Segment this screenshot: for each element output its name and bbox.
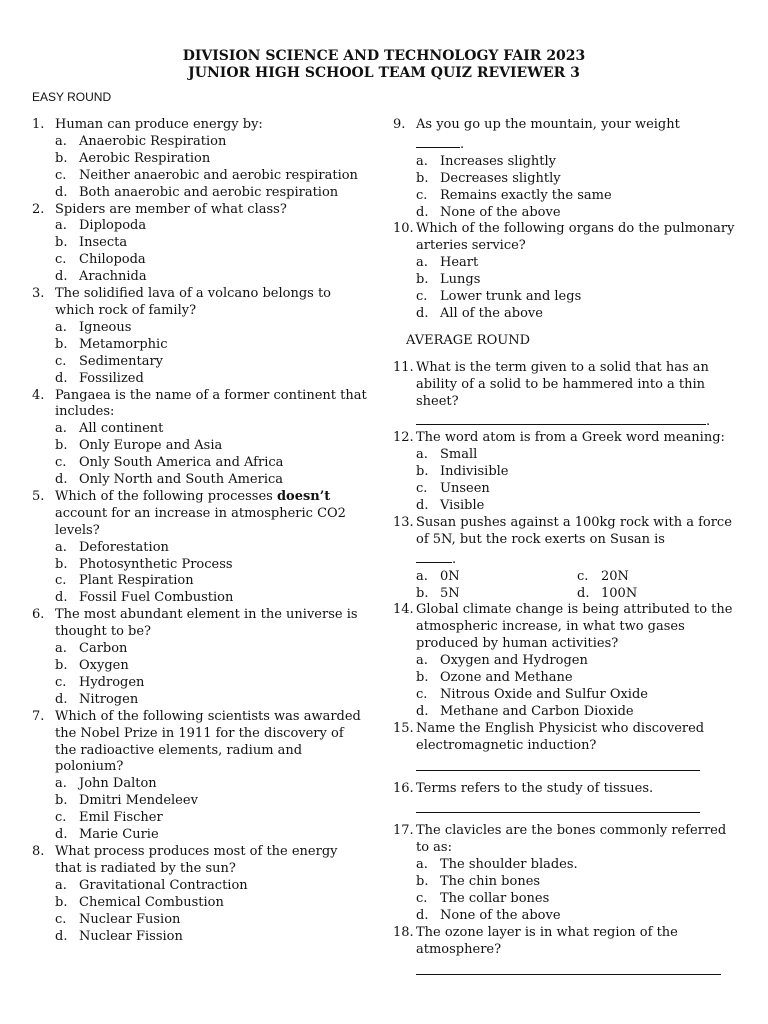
easy-round-label: EASY ROUND (32, 90, 112, 104)
option-b: b. The chin bones (416, 874, 541, 890)
option-c: c. Neither anaerobic and aerobic respiration (55, 167, 358, 183)
question-number: 18. (393, 924, 414, 940)
question-18 (393, 925, 738, 981)
question-number: 13. (393, 514, 414, 530)
question-number: 7. (32, 708, 45, 724)
question-number: 6. (32, 607, 45, 623)
question-stem: Name the English Physicist who discovered electromagnetic induction? (416, 720, 705, 753)
option-c: c. Hydrogen (55, 674, 145, 690)
option-d: d. 100N (577, 585, 638, 601)
option-a: a. Deforestation (55, 539, 169, 555)
option-d: d. Visible (416, 498, 485, 514)
option-b: b. Decreases slightly (416, 170, 561, 186)
option-d: d. None of the above (416, 907, 561, 923)
question-15 (393, 721, 738, 777)
option-a: a. Gravitational Contraction (55, 877, 248, 893)
question-number: 16. (393, 780, 414, 796)
option-b: b. Chemical Combustion (55, 894, 224, 910)
option-c: c. Nuclear Fusion (55, 911, 181, 927)
option-c: c. Sedimentary (55, 353, 164, 369)
question-number: 4. (32, 387, 45, 403)
question-number: 11. (393, 359, 414, 375)
option-d: d. None of the above (416, 204, 561, 220)
question-2 (32, 202, 367, 287)
question-stem: What is the term given to a solid that has an ability of a solid to be hammered into a thin sheet? (416, 359, 709, 409)
question-stem: The most abundant element in the universe is thought to be? (55, 607, 358, 640)
option-d: d. Fossil Fuel Combustion (55, 590, 234, 606)
option-c: c. Plant Respiration (55, 573, 194, 589)
question-number: 12. (393, 430, 414, 446)
question-10 (393, 221, 738, 322)
option-c: c. 20N (577, 568, 629, 584)
option-b: b. Only Europe and Asia (55, 438, 223, 454)
question-number: 8. (32, 843, 45, 859)
question-stem: Human can produce energy by: (55, 117, 263, 132)
option-a: a. 0N (416, 568, 460, 584)
answer-blank: . (393, 549, 738, 569)
question-stem: The solidified lava of a volcano belongs to which rock of family? (55, 286, 332, 318)
question-stem: What process produces most of the energy that is radiated by the sun? (55, 843, 338, 876)
right-column (393, 117, 738, 981)
question-number: 9. (393, 117, 406, 132)
question-17 (393, 823, 738, 924)
question-9 (393, 117, 738, 221)
question-number: 10. (393, 221, 414, 237)
option-a: a. Oxygen and Hydrogen (416, 653, 588, 669)
question-stem: Global climate change is being attributed to the atmospheric increase, in what two gases produced by human activities? (416, 602, 733, 652)
question-13 (393, 515, 738, 603)
answer-blank (393, 799, 738, 819)
question-1 (32, 117, 367, 202)
question-6 (32, 607, 367, 708)
option-b: b. Insecta (55, 235, 128, 251)
answer-blank (393, 961, 738, 981)
option-d: d. Marie Curie (55, 827, 159, 843)
question-4 (32, 388, 367, 489)
option-d: d. Only North and South America (55, 472, 284, 488)
option-a: a. All continent (55, 421, 164, 437)
question-3 (32, 286, 367, 387)
question-number: 17. (393, 823, 414, 839)
option-a: a. Increases slightly (416, 153, 557, 169)
option-d: d. Both anaerobic and aerobic respiration (55, 184, 339, 200)
question-number: 1. (32, 117, 45, 132)
answer-blank: . (393, 411, 738, 431)
question-11 (393, 360, 738, 431)
option-a: a. The shoulder blades. (416, 857, 578, 873)
option-a: a. Small (416, 447, 478, 463)
option-b: b. Indivisible (416, 464, 509, 480)
document-title-line1: DIVISION SCIENCE AND TECHNOLOGY FAIR 2023 (182, 48, 586, 64)
left-column (32, 117, 367, 945)
options-row-2 (393, 586, 738, 603)
option-d: d. Nuclear Fission (55, 928, 183, 944)
question-stem: The clavicles are the bones commonly referred to as: (416, 823, 727, 856)
question-14 (393, 602, 738, 720)
question-stem: Which of the following organs do the pulmonary arteries service? (416, 221, 735, 254)
options-row-1 (393, 569, 738, 586)
question-stem: The word atom is from a Greek word meaning: (416, 430, 725, 446)
option-a: a. Carbon (55, 641, 128, 657)
option-b: b. Aerobic Respiration (55, 150, 211, 166)
option-c: c. Unseen (416, 481, 490, 497)
option-a: a. Igneous (55, 319, 132, 335)
option-c: c. Chilopoda (55, 252, 146, 268)
option-b: b. Oxygen (55, 658, 129, 673)
average-round-label: AVERAGE ROUND (406, 332, 531, 348)
document-title-line2: JUNIOR HIGH SCHOOL TEAM QUIZ REVIEWER 3 (188, 65, 580, 81)
question-8 (32, 844, 367, 945)
option-a: a. Diplopoda (55, 218, 147, 234)
option-b: b. Dmitri Mendeleev (55, 793, 198, 809)
question-number: 5. (32, 488, 45, 504)
answer-blank (393, 757, 738, 777)
option-d: d. All of the above (416, 305, 543, 321)
question-12 (393, 430, 738, 515)
option-c: c. Emil Fischer (55, 810, 163, 826)
option-b: b. Metamorphic (55, 336, 168, 352)
question-stem: Spiders are member of what class? (55, 201, 287, 217)
question-stem: Which of the following scientists was awarded the Nobel Prize in 1911 for the discovery of the radioactive elements, radium and polonium? (55, 708, 361, 775)
option-b: b. 5N (416, 585, 460, 601)
option-c: c. Nitrous Oxide and Sulfur Oxide (416, 687, 648, 702)
question-number: 15. (393, 720, 414, 736)
question-stem: The ozone layer is in what region of the atmosphere? (416, 924, 678, 957)
option-c: c. The collar bones (416, 890, 550, 906)
question-number: 14. (393, 602, 414, 618)
option-d: d. Methane and Carbon Dioxide (416, 703, 634, 719)
question-5 (32, 489, 367, 607)
option-b: b. Lungs (416, 272, 481, 288)
option-d: d. Fossilized (55, 370, 144, 386)
option-a: a. Heart (416, 255, 479, 271)
option-d: d. Nitrogen (55, 691, 139, 707)
option-c: c. Remains exactly the same (416, 187, 612, 203)
option-b: b. Photosynthetic Process (55, 556, 233, 572)
emphasis: doesn’t (276, 488, 331, 504)
question-number: 2. (32, 201, 45, 217)
question-stem: Susan pushes against a 100kg rock with a force of 5N, but the rock exerts on Susan is (416, 514, 732, 547)
option-b: b. Ozone and Methane (416, 670, 573, 686)
question-7 (32, 709, 367, 844)
option-a: a. Anaerobic Respiration (55, 133, 227, 149)
answer-blank: . (393, 134, 738, 154)
option-c: c. Lower trunk and legs (416, 289, 582, 305)
question-16 (393, 781, 738, 820)
question-number: 3. (32, 286, 45, 302)
question-stem: As you go up the mountain, your weight (416, 117, 680, 132)
question-stem: Which of the following processes doesn’t account for an increase in atmospheric CO2 levels? (55, 488, 346, 538)
option-c: c. Only South America and Africa (55, 455, 284, 471)
option-a: a. John Dalton (55, 776, 157, 792)
question-stem: Terms refers to the study of tissues. (416, 780, 654, 796)
option-d: d. Arachnida (55, 269, 147, 285)
question-stem: Pangaea is the name of a former continent that includes: (55, 387, 367, 420)
